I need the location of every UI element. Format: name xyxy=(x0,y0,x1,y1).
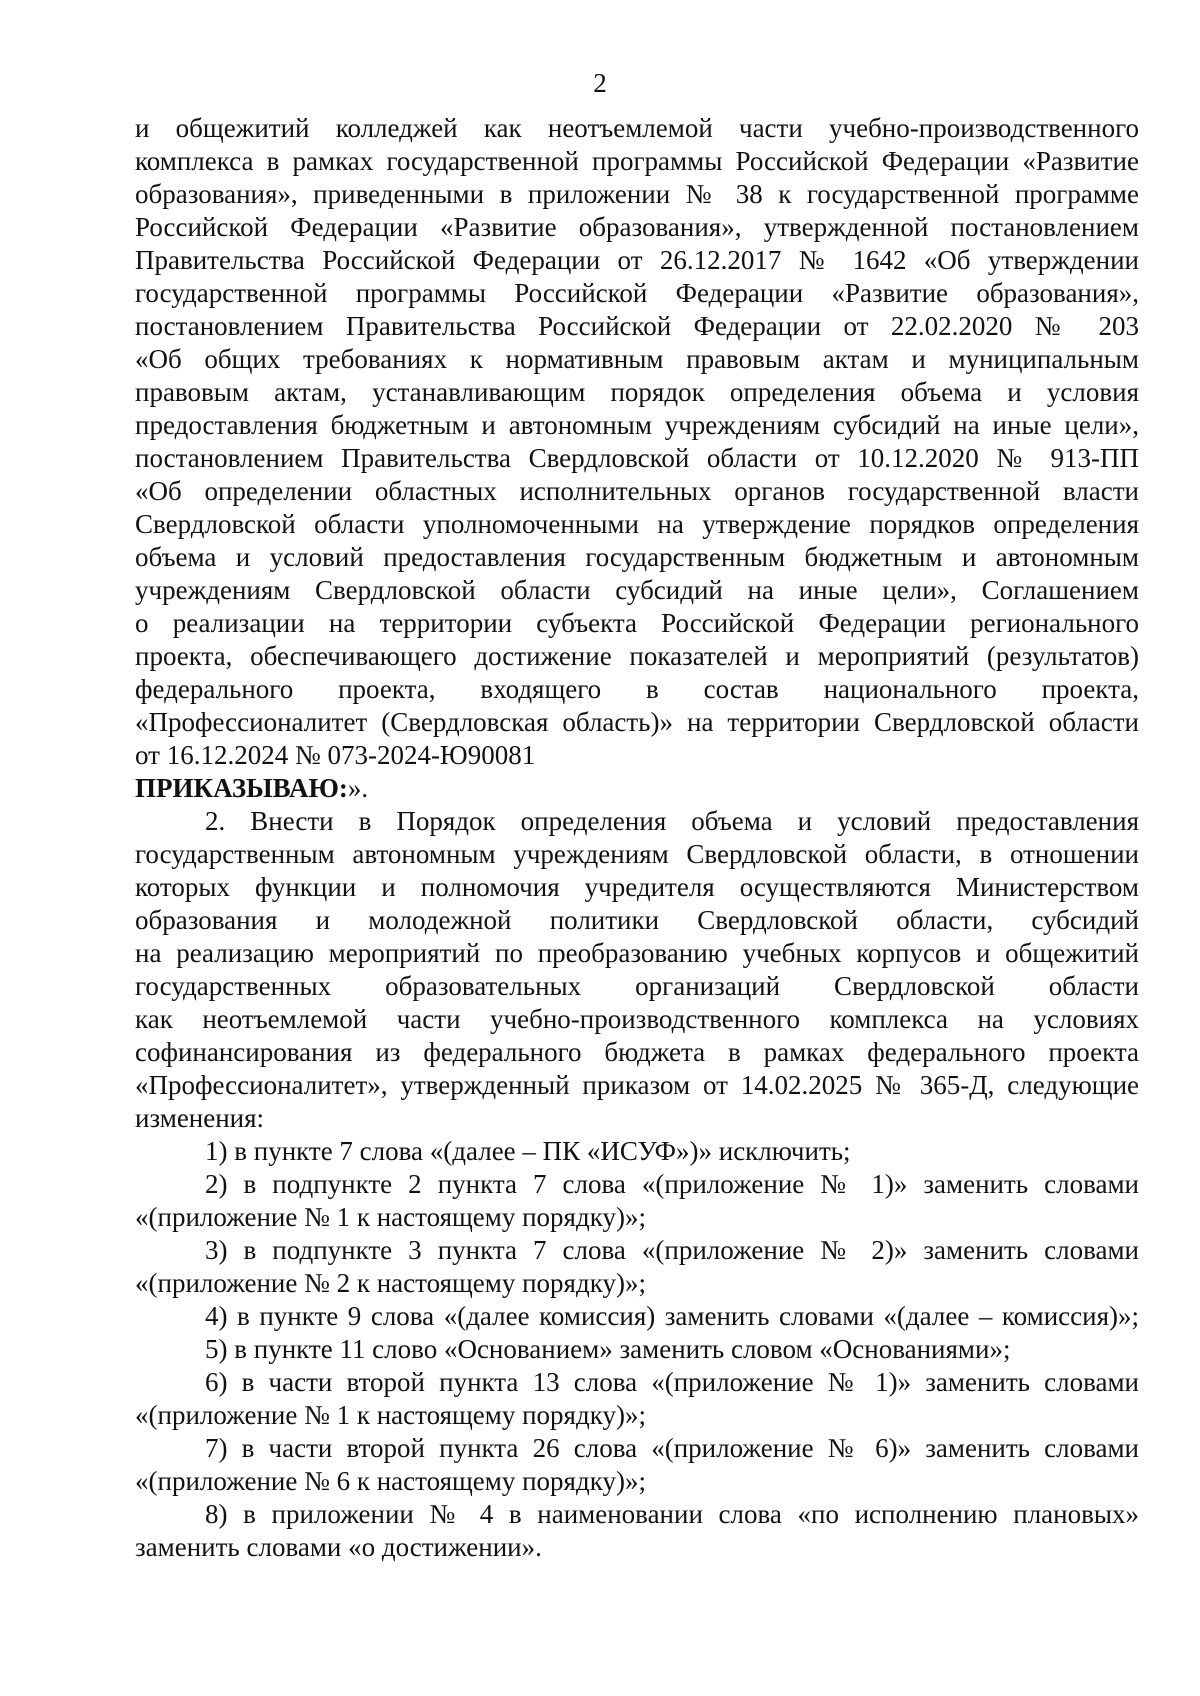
text-line: 1) в пункте 7 слова «(далее – ПК «ИСУФ»)» исключить; xyxy=(205,1136,851,1166)
text-line: предоставления бюджетным и автономным учреждениям субсидий на иные цели», xyxy=(135,410,1139,440)
text-line: проекта, обеспечивающего достижение показателей и мероприятий (результатов) xyxy=(135,641,1139,671)
text-line: «(приложение № 2 к настоящему порядку)»; xyxy=(135,1268,646,1298)
text-line: от 16.12.2024 № 073-2024-Ю90081 xyxy=(135,740,536,770)
text-line: постановлением Правительства Российской Федерации от 22.02.2020 № 203 xyxy=(135,311,1139,341)
text-line: объема и условий предоставления государственным бюджетным и автономным xyxy=(135,542,1139,572)
order-keyword: ПРИКАЗЫВАЮ: xyxy=(135,773,348,803)
text-line: «Об определении областных исполнительных органов государственной власти xyxy=(135,476,1139,506)
text-line: заменить словами «о достижении». xyxy=(135,1532,542,1562)
page-number: 2 xyxy=(593,68,607,98)
text-line: 2. Внести в Порядок определения объема и условий предоставления xyxy=(205,806,1139,836)
text-line: комплекса в рамках государственной программы Российской Федерации «Развитие xyxy=(135,146,1139,176)
text-line-tail: ». xyxy=(347,773,369,803)
text-line: Российской Федерации «Развитие образования», утвержденной постановлением xyxy=(135,212,1139,242)
text-line: 6) в части второй пункта 13 слова «(приложение № 1)» заменить словами xyxy=(205,1367,1139,1397)
text-line: «Об общих требованиях к нормативным правовым актам и муниципальным xyxy=(135,344,1139,374)
text-line: Правительства Российской Федерации от 26.12.2017 № 1642 «Об утверждении xyxy=(135,245,1139,275)
text-line: правовым актам, устанавливающим порядок определения объема и условия xyxy=(135,377,1139,407)
text-line: Свердловской области уполномоченными на утверждение порядков определения xyxy=(135,509,1139,539)
text-line: и общежитий колледжей как неотъемлемой части учебно-производственного xyxy=(135,113,1139,143)
text-line: изменения: xyxy=(135,1103,265,1133)
document-body xyxy=(135,112,1139,1564)
text-line: 7) в части второй пункта 26 слова «(приложение № 6)» заменить словами xyxy=(205,1433,1139,1463)
text-line: «Профессионалитет», утвержденный приказом от 14.02.2025 № 365-Д, следующие xyxy=(135,1070,1139,1100)
text-line: федерального проекта, входящего в состав национального проекта, xyxy=(135,674,1139,704)
text-line: государственным автономным учреждениям Свердловской области, в отношении xyxy=(135,839,1139,869)
text-line: постановлением Правительства Свердловской области от 10.12.2020 № 913-ПП xyxy=(135,443,1139,473)
text-line: государственной программы Российской Федерации «Развитие образования», xyxy=(135,278,1139,308)
text-line: 5) в пункте 11 слово «Основанием» заменить словом «Основаниями»; xyxy=(205,1334,1011,1364)
text-line: софинансирования из федерального бюджета в рамках федерального проекта xyxy=(135,1037,1139,1067)
text-line: «(приложение № 1 к настоящему порядку)»; xyxy=(135,1400,646,1430)
text-line: 4) в пункте 9 слова «(далее комиссия) заменить словами «(далее – комиссия)»; xyxy=(205,1301,1139,1331)
text-line: государственных образовательных организаций Свердловской области xyxy=(135,971,1139,1001)
text-line: 2) в подпункте 2 пункта 7 слова «(приложение № 1)» заменить словами xyxy=(205,1169,1139,1199)
text-line: 3) в подпункте 3 пункта 7 слова «(приложение № 2)» заменить словами xyxy=(205,1235,1139,1265)
text-line: «(приложение № 1 к настоящему порядку)»; xyxy=(135,1202,646,1232)
text-line: о реализации на территории субъекта Российской Федерации регионального xyxy=(135,608,1139,638)
text-line: учреждениям Свердловской области субсидий на иные цели», Соглашением xyxy=(135,575,1139,605)
text-line: 8) в приложении № 4 в наименовании слова «по исполнению плановых» xyxy=(205,1499,1139,1529)
text-line: которых функции и полномочия учредителя осуществляются Министерством xyxy=(135,872,1139,902)
text-line: как неотъемлемой части учебно-производственного комплекса на условиях xyxy=(135,1004,1139,1034)
text-line: образования и молодежной политики Свердловской области, субсидий xyxy=(135,905,1139,935)
text-line: «Профессионалитет (Свердловская область)» на территории Свердловской области xyxy=(135,707,1139,737)
text-line xyxy=(135,772,1139,805)
text-line: «(приложение № 6 к настоящему порядку)»; xyxy=(135,1466,646,1496)
text-line: на реализацию мероприятий по преобразованию учебных корпусов и общежитий xyxy=(135,938,1139,968)
text-line: образования», приведенными в приложении № 38 к государственной программе xyxy=(135,179,1139,209)
